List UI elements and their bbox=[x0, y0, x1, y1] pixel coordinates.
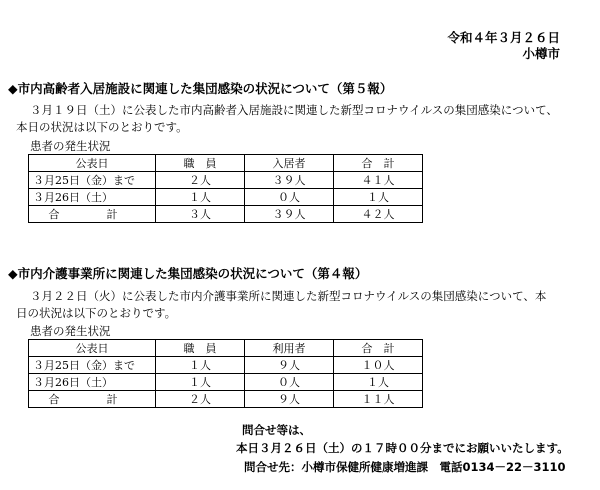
row-staff: １人 bbox=[156, 189, 245, 206]
header-date: 公表日 bbox=[29, 340, 156, 357]
row-staff: ２人 bbox=[156, 172, 245, 189]
total-staff: ２人 bbox=[156, 391, 245, 408]
section-2-paragraph-line2: 日の状況は以下のとおりです。 bbox=[16, 306, 177, 320]
row-date: ３月26日（土） bbox=[29, 374, 156, 391]
row-staff: １人 bbox=[156, 374, 245, 391]
total-sum: １１人 bbox=[334, 391, 423, 408]
header-staff: 職 員 bbox=[156, 155, 245, 172]
total-sum: ４２人 bbox=[334, 206, 423, 223]
section-2-paragraph-line1: ３月２２日（火）に公表した市内介護事業所に関連した新型コロナウイルスの集団感染について、本 bbox=[30, 289, 547, 303]
section-1-paragraph-line2: 本日の状況は以下のとおりです。 bbox=[16, 120, 188, 134]
row-total: １人 bbox=[334, 189, 423, 206]
table-header-row bbox=[29, 155, 423, 172]
total-label: 合 計 bbox=[29, 391, 156, 408]
section-1-cases-table bbox=[28, 154, 423, 223]
total-staff: ３人 bbox=[156, 206, 245, 223]
total-label: 合 計 bbox=[29, 206, 156, 223]
section-2-caption: 患者の発生状況 bbox=[30, 324, 111, 338]
table-header-row bbox=[29, 340, 423, 357]
table-total-row bbox=[29, 206, 423, 223]
contact-intro: 問合せ等は、 bbox=[242, 423, 311, 437]
issuing-organization: 小樽市 bbox=[522, 46, 560, 61]
row-total: ４１人 bbox=[334, 172, 423, 189]
section-2-title: ◆市内介護事業所に関連した集団感染の状況について（第４報） bbox=[8, 266, 368, 281]
header-staff: 職 員 bbox=[156, 340, 245, 357]
header-users: 利用者 bbox=[245, 340, 334, 357]
header-date: 公表日 bbox=[29, 155, 156, 172]
header-residents: 入居者 bbox=[245, 155, 334, 172]
section-1-paragraph bbox=[16, 102, 576, 136]
row-date: ３月26日（土） bbox=[29, 189, 156, 206]
contact-line: 問合せ先：小樽市保健所健康増進課 電話0134－22－3110 bbox=[244, 460, 566, 474]
total-residents: ３９人 bbox=[245, 206, 334, 223]
header-total: 合 計 bbox=[334, 340, 423, 357]
section-1-title: ◆市内高齢者入居施設に関連した集団感染の状況について（第５報） bbox=[8, 81, 393, 96]
section-1-paragraph-line1: ３月１９日（土）に公表した市内高齢者入居施設に関連した新型コロナウイルスの集団感染について、 bbox=[30, 103, 558, 117]
section-2-paragraph bbox=[16, 288, 576, 322]
row-staff: １人 bbox=[156, 357, 245, 374]
row-users: ０人 bbox=[245, 374, 334, 391]
row-date: ３月25日（金）まで bbox=[29, 172, 156, 189]
row-residents: ３９人 bbox=[245, 172, 334, 189]
row-total: １人 bbox=[334, 374, 423, 391]
row-users: ９人 bbox=[245, 357, 334, 374]
table-row bbox=[29, 172, 423, 189]
section-2-cases-table bbox=[28, 339, 423, 408]
document-date: 令和４年３月２６日 bbox=[447, 30, 560, 45]
table-row bbox=[29, 189, 423, 206]
contact-hours: 本日３月２６日（土）の１７時００分までにお願いいたします。 bbox=[236, 441, 569, 455]
header-total: 合 計 bbox=[334, 155, 423, 172]
table-row bbox=[29, 374, 423, 391]
total-users: ９人 bbox=[245, 391, 334, 408]
row-residents: ０人 bbox=[245, 189, 334, 206]
table-total-row bbox=[29, 391, 423, 408]
row-date: ３月25日（金）まで bbox=[29, 357, 156, 374]
section-1-caption: 患者の発生状況 bbox=[30, 139, 111, 153]
row-total: １０人 bbox=[334, 357, 423, 374]
table-row bbox=[29, 357, 423, 374]
